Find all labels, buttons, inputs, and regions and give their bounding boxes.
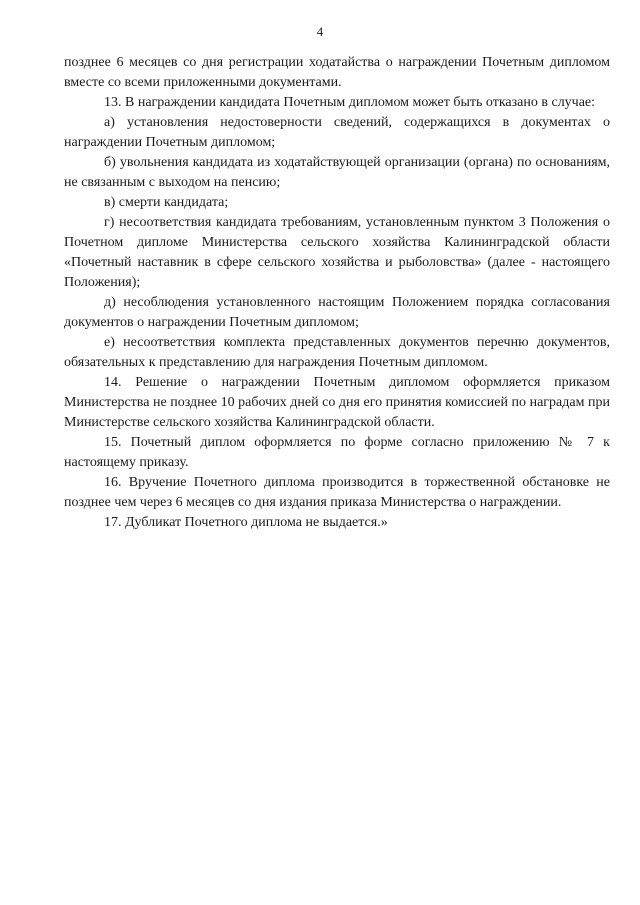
paragraph-13: 13. В награждении кандидата Почетным дипломом может быть отказано в случае: bbox=[104, 95, 596, 110]
paragraph-15: 15. Почетный диплом оформляется по форме согласно приложению № 7 к настоящему приказу. bbox=[64, 435, 610, 470]
paragraph-continuation: позднее 6 месяцев со дня регистрации ходатайства о награждении Почетным дипломом вместе со всеми приложенными документами. bbox=[64, 55, 610, 90]
paragraph-13a: а) установления недостоверности сведений, содержащихся в документах о награждении Почетным дипломом; bbox=[64, 115, 610, 150]
paragraph-13e: е) несоответствия комплекта представленных документов перечню документов, обязательных к представлению для награждения Почетным дипломом. bbox=[64, 335, 610, 370]
paragraph-14: 14. Решение о награждении Почетным дипломом оформляется приказом Министерства не позднее 10 рабочих дней со дня его принятия комиссией по наградам при Министерстве сельского хозяйства Калининградской области. bbox=[64, 375, 610, 430]
paragraph-16: 16. Вручение Почетного диплома производится в торжественной обстановке не позднее чем через 6 месяцев со дня издания приказа Министерства о награждении. bbox=[64, 475, 610, 510]
paragraph-13v: в) смерти кандидата; bbox=[104, 195, 229, 210]
paragraph-13d: д) несоблюдения установленного настоящим Положением порядка согласования документов о награждении Почетным дипломом; bbox=[64, 295, 610, 330]
paragraph-17: 17. Дубликат Почетного диплома не выдается.» bbox=[104, 515, 388, 530]
page-number: 4 bbox=[316, 24, 324, 39]
document-body bbox=[64, 53, 610, 533]
paragraph-13b: б) увольнения кандидата из ходатайствующей организации (органа) по основаниям, не связанным с выходом на пенсию; bbox=[64, 155, 610, 190]
paragraph-13g: г) несоответствия кандидата требованиям, установленным пунктом 3 Положения о Почетном дипломе Министерства сельского хозяйства Калининградской области «Почетный наставник в сфере сельского хозяйства и рыболовства» (далее - настоящего Положения); bbox=[64, 215, 610, 290]
